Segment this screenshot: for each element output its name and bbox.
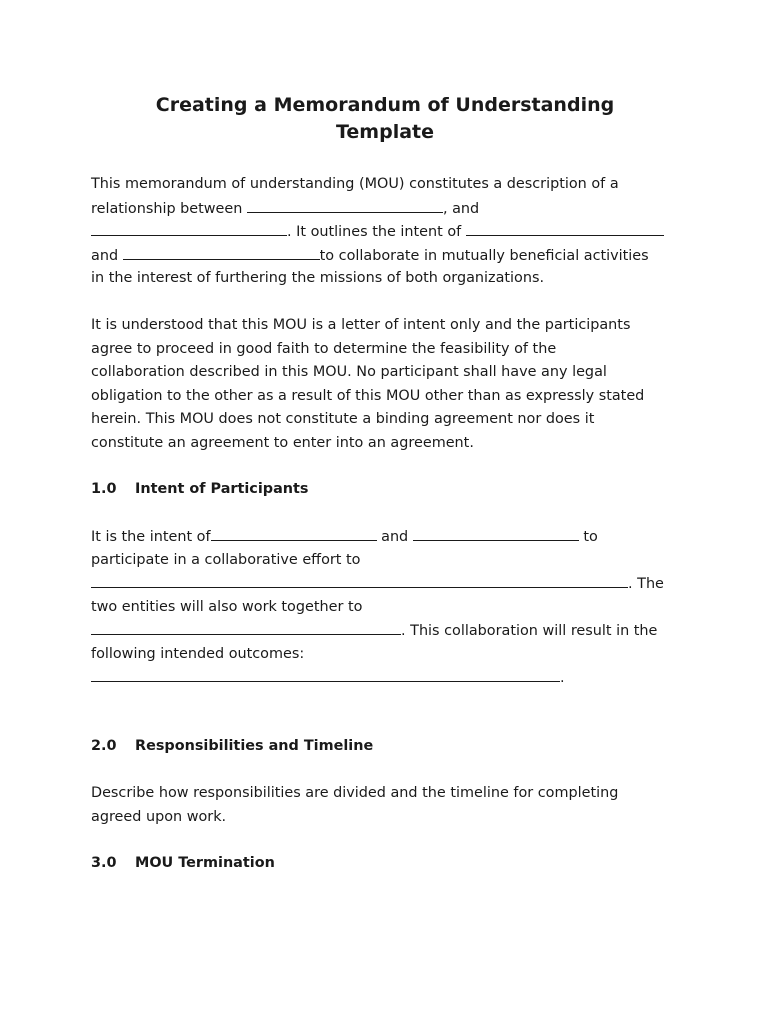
title-line-2: Template: [335, 121, 435, 143]
section-1-line-7: [91, 666, 691, 690]
section-2-line: agreed upon work.: [91, 808, 227, 825]
intended-outcomes-blank[interactable]: [91, 666, 560, 682]
section-1-text: .: [560, 670, 565, 686]
intro-text: relationship between: [91, 200, 247, 217]
section-3-heading: [91, 852, 275, 876]
section-1-line-5: [91, 619, 691, 643]
section-1-text: . This collaboration will result in the: [401, 623, 658, 639]
section-1-text: It is the intent of: [91, 529, 211, 545]
section-2-number: 2.0: [91, 738, 117, 754]
understanding-paragraph: [91, 314, 691, 455]
section-1-line-1: [91, 525, 691, 549]
intent-entity-b-blank[interactable]: [413, 525, 579, 541]
understanding-line: herein. This MOU does not constitute a binding agreement nor does it: [91, 411, 595, 427]
intro-line-5: in the interest of furthering the missions of both organizations.: [91, 270, 545, 286]
intro-text: and: [91, 247, 123, 264]
intro-text: . It outlines the intent of: [287, 224, 466, 240]
understanding-line: It is understood that this MOU is a letter of intent only and the participants: [91, 317, 631, 333]
section-1-number: 1.0: [91, 481, 117, 497]
party-b-blank[interactable]: [91, 220, 287, 236]
intro-text: to collaborate in mutually beneficial activities: [319, 247, 649, 264]
section-1-text: to: [578, 529, 598, 545]
section-1-text: and: [376, 529, 413, 545]
section-1-paragraph: [91, 525, 691, 690]
intro-line-1: This memorandum of understanding (MOU) constitutes a description of a: [91, 176, 619, 192]
section-2-paragraph: [91, 782, 691, 829]
understanding-line: agree to proceed in good faith to determine the feasibility of the: [91, 340, 557, 357]
work-together-blank[interactable]: [91, 619, 401, 635]
intro-line-2: [91, 197, 691, 221]
intro-line-4: [91, 244, 691, 268]
party-a-blank[interactable]: [247, 197, 443, 213]
understanding-line: collaboration described in this MOU. No participant shall have any legal: [91, 364, 607, 380]
section-3-number: 3.0: [91, 855, 117, 871]
section-1-line-3: [91, 572, 691, 596]
section-1-heading: [91, 478, 308, 502]
section-1-title: Intent of Participants: [135, 481, 309, 497]
collaborative-effort-blank[interactable]: [91, 572, 628, 588]
section-2-title: Responsibilities and Timeline: [135, 738, 374, 754]
section-2-heading: [91, 735, 373, 759]
intro-line-3: [91, 220, 691, 244]
intent-party-b-blank[interactable]: [123, 244, 320, 260]
section-1-line-4: two entities will also work together to: [91, 598, 363, 615]
document-title: [0, 92, 770, 146]
section-1-text: . The: [628, 576, 664, 592]
understanding-line: obligation to the other as a result of this MOU other than as expressly stated: [91, 387, 645, 404]
section-1-line-6: following intended outcomes:: [91, 645, 305, 662]
intent-party-a-blank[interactable]: [466, 220, 664, 236]
intro-text: , and: [442, 200, 480, 217]
section-3-title: MOU Termination: [135, 855, 275, 871]
section-2-line: Describe how responsibilities are divided and the timeline for completing: [91, 785, 619, 801]
intro-paragraph: [91, 173, 691, 291]
understanding-line: constitute an agreement to enter into an agreement.: [91, 434, 474, 451]
section-1-line-2: participate in a collaborative effort to: [91, 551, 361, 568]
title-line-1: Creating a Memorandum of Understanding: [155, 94, 615, 116]
intent-entity-a-blank[interactable]: [211, 525, 377, 541]
